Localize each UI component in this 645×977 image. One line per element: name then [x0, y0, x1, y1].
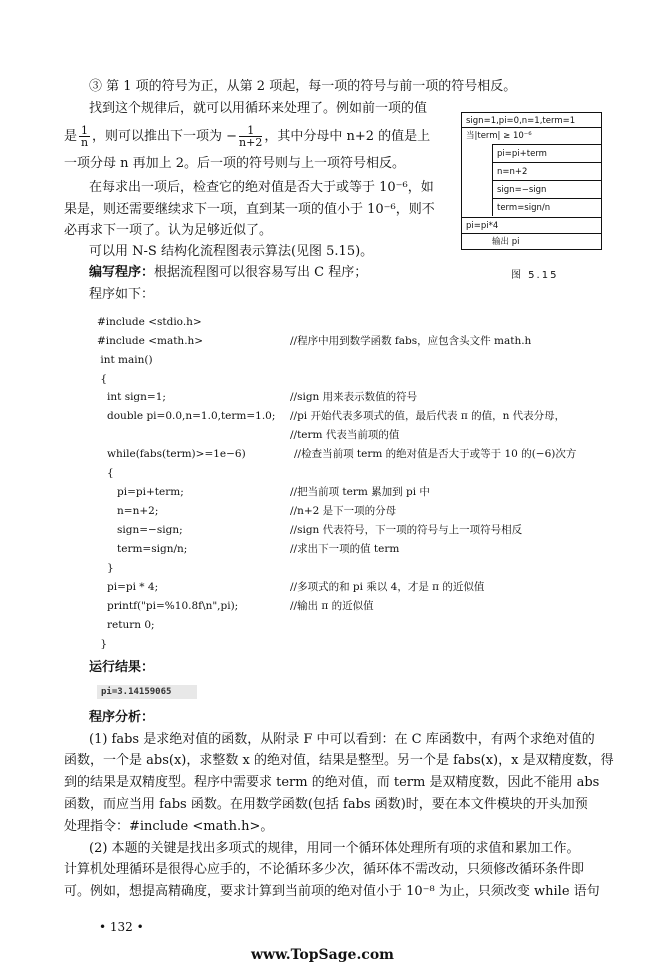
code-comment: //把当前项 term 累加到 pi 中 — [290, 486, 430, 498]
text-fragment: ，其中分母中 n+2 的值是上 — [264, 129, 431, 144]
code-comment: //求出下一项的值 term — [290, 543, 400, 555]
code-line: { — [97, 467, 114, 479]
ns-init: sign=1,pi=0,n=1,term=1 — [461, 112, 602, 128]
para-program-below: 程序如下： — [89, 287, 155, 302]
footer-url: www.TopSage.com — [251, 947, 394, 963]
code-line: { — [97, 373, 108, 385]
code-line: double pi=0.0,n=1.0,term=1.0; — [97, 410, 276, 422]
result-heading: 运行结果： — [89, 660, 155, 675]
para-sign-rule: ③ 第 1 项的符号为正，从第 2 项起，每一项的符号与前一项的符号相反。 — [89, 79, 517, 94]
page-number: • 132 • — [99, 920, 144, 934]
code-comment: //pi 开始代表多项式的值，最后代表 π 的值，n 代表分母， — [290, 410, 566, 422]
code-line: pi=pi+term; — [97, 486, 184, 498]
analysis-line: 计算机处理循环是很得心应手的，不论循环多少次，循环体不需改动，只须修改循环条件即 — [64, 862, 585, 877]
ns-loop-body — [492, 144, 602, 216]
para-denominator: 一项分母 n 再加上 2。后一项的符号则与上一项符号相反。 — [64, 156, 406, 171]
para-check: 在每求出一项后，检查它的绝对值是否大于或等于 10⁻⁶，如 — [89, 180, 434, 195]
para-next-term — [64, 125, 450, 148]
text-fragment: ，则可以推出下一项为 − — [92, 129, 238, 144]
code-comment: //sign 代表符号，下一项的符号与上一项符号相反 — [290, 524, 523, 536]
text-fragment: 是 — [64, 129, 78, 144]
code-line: return 0; — [97, 619, 155, 631]
code-comment: //检查当前项 term 的绝对值是否大于或等于 10 的(−6)次方 — [294, 448, 577, 460]
analysis-line: 到的结果是双精度型。程序中需要求 term 的绝对值，而 term 是双精度数，因此不能用 abs — [64, 775, 600, 790]
code-comment: //term 代表当前项的值 — [290, 429, 400, 441]
ns-step: pi=pi+term — [492, 144, 602, 162]
code-line: int main() — [97, 354, 153, 366]
code-line: printf("pi=%10.8f\n",pi); — [97, 600, 239, 612]
fraction-1-over-n-plus-2: $\frac{1}{n+2}$ — [239, 124, 263, 149]
code-line: term=sign/n; — [97, 543, 188, 555]
fraction-1-over-n: $\frac{1}{n}$ — [80, 124, 89, 149]
result-output: pi=3.14159065 — [97, 685, 197, 699]
write-program-label: 编写程序： — [89, 265, 155, 280]
code-line: int sign=1; — [97, 391, 166, 403]
para-continue: 果是，则还需要继续求下一项，直到某一项的值小于 10⁻⁶，则不 — [64, 202, 435, 217]
ns-step: term=sign/n — [492, 198, 602, 216]
para-write-program — [89, 265, 475, 281]
ns-after: pi=pi*4 — [461, 218, 602, 234]
code-line: n=n+2; — [97, 505, 159, 517]
ns-while-loop — [461, 128, 602, 218]
code-comment: //程序中用到数学函数 fabs，应包含头文件 math.h — [290, 335, 532, 347]
analysis-heading: 程序分析： — [89, 710, 155, 725]
code-comment: //多项式的和 pi 乘以 4，才是 π 的近似值 — [290, 581, 485, 593]
para-ns-ref: 可以用 N-S 结构化流程图表示算法(见图 5.15)。 — [89, 244, 374, 259]
para-stop: 必再求下一项了。认为足够近似了。 — [64, 223, 273, 238]
code-line: #include <stdio.h> — [97, 316, 202, 328]
ns-flowchart — [461, 112, 602, 250]
code-comment: //sign 用来表示数值的符号 — [290, 391, 418, 403]
code-line: #include <math.h> — [97, 335, 204, 347]
figure-caption: 图 5.15 — [511, 270, 559, 281]
code-comment: //输出 π 的近似值 — [290, 600, 374, 612]
code-line: sign=−sign; — [97, 524, 183, 536]
analysis-line: 函数，一个是 abs(x)，求整数 x 的绝对值，结果是整型。另一个是 fabs(x)，x 是双精度数，得 — [64, 753, 614, 768]
analysis-line: 函数，而应当用 fabs 函数。在用数学函数(包括 fabs 函数)时，要在本文件模块的开头加预 — [64, 797, 588, 812]
ns-loop-condition: 当|term| ≥ 10⁻⁶ — [466, 131, 532, 141]
code-line: while(fabs(term)>=1e−6) — [97, 448, 246, 460]
ns-step: sign=−sign — [492, 180, 602, 198]
write-program-text: 根据流程图可以很容易写出 C 程序； — [154, 265, 368, 280]
code-comment: //n+2 是下一项的分母 — [290, 505, 397, 517]
code-line: } — [97, 562, 114, 574]
ns-step: n=n+2 — [492, 162, 602, 180]
ns-output: 输出 pi — [461, 234, 602, 250]
analysis-line: (2) 本题的关键是找出多项式的规律，用同一个循环体处理所有项的求值和累加工作。 — [89, 841, 580, 856]
analysis-line: 可。例如，想提高精确度，要求计算到当前项的绝对值小于 10⁻⁸ 为止，只须改变 while 语句 — [64, 884, 600, 899]
code-line: pi=pi * 4; — [97, 581, 159, 593]
analysis-line: (1) fabs 是求绝对值的函数，从附录 F 中可以看到：在 C 库函数中，有两个求绝对值的 — [89, 732, 595, 747]
para-pattern: 找到这个规律后，就可以用循环来处理了。例如前一项的值 — [89, 101, 428, 116]
code-line: } — [97, 638, 108, 650]
analysis-line: 处理指令：#include <math.h>。 — [64, 819, 274, 834]
